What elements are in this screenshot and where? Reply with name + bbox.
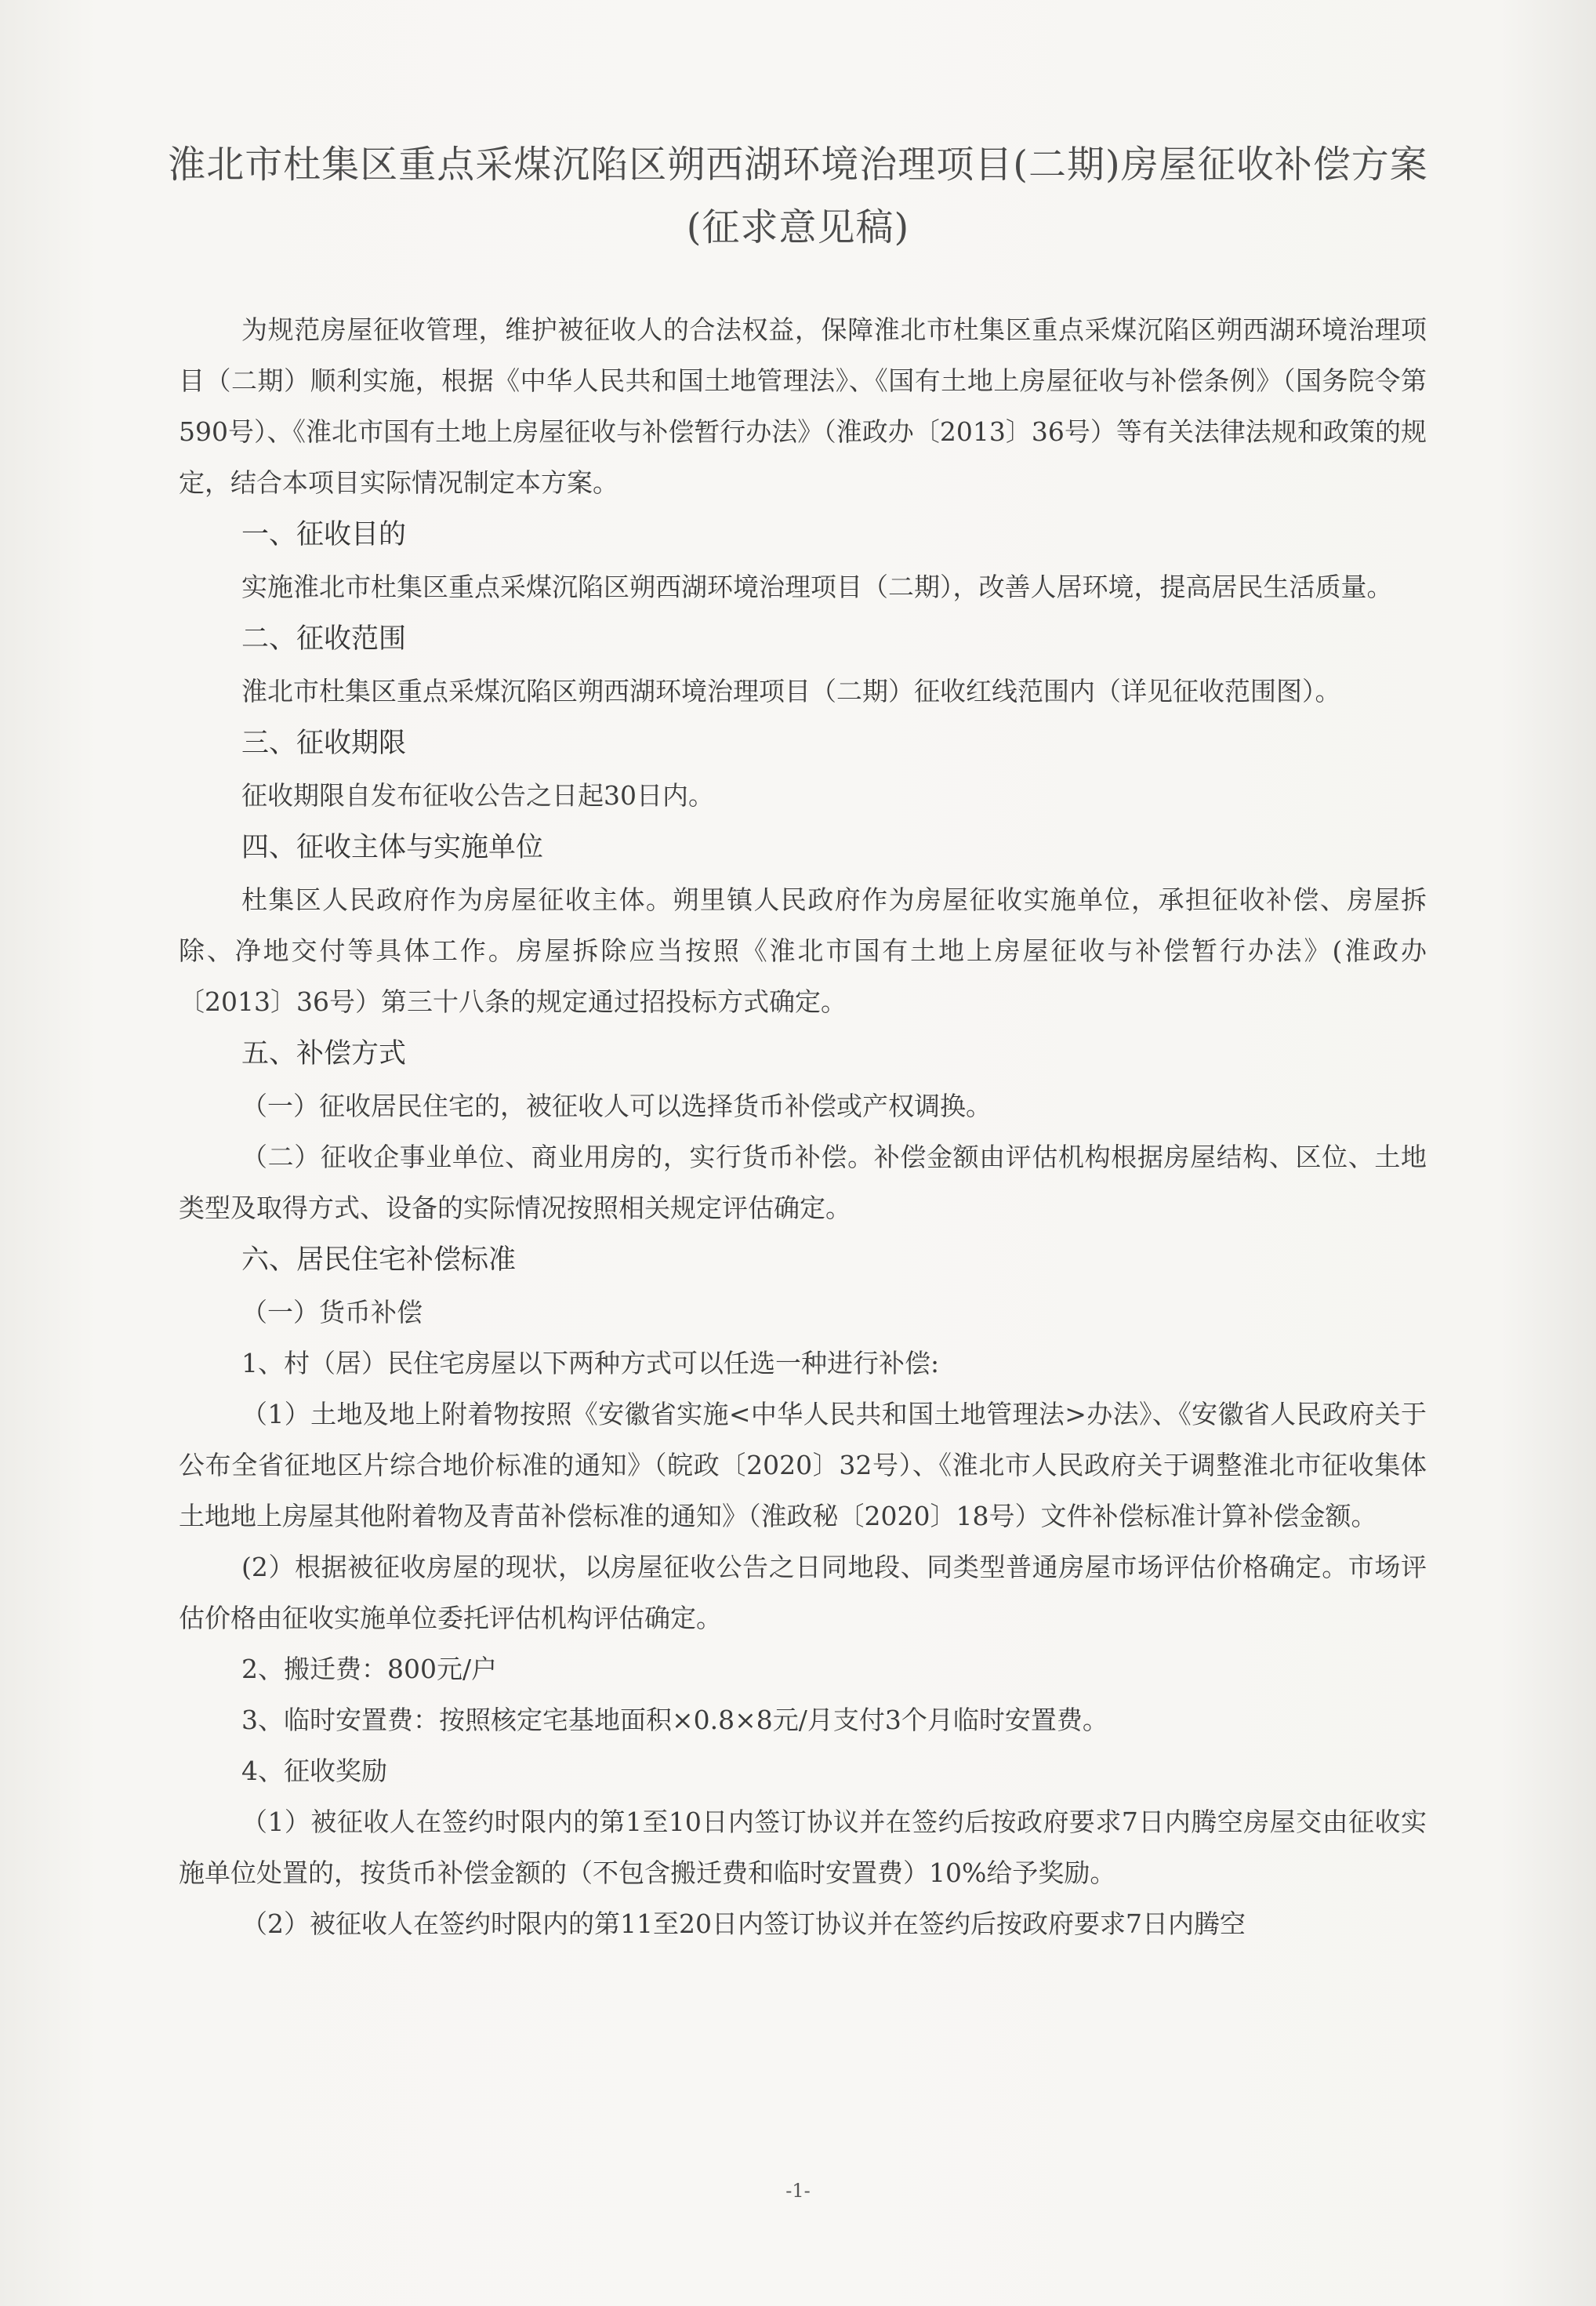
section-heading: 四、征收主体与实施单位 (241, 832, 544, 863)
section-heading: 三、征收期限 (241, 728, 407, 759)
list-item: （2）被征收人在签约时限内的第11至20日内签订协议并在签约后按政府要求7日内腾空 (241, 1908, 1246, 1939)
section-paragraph: 杜集区人民政府作为房屋征收主体。朔里镇人民政府作为房屋征收实施单位，承担征收补偿、房屋拆除、净地交付等具体工作。房屋拆除应当按照《淮北市国有土地上房屋征收与补偿暂行办法》(淮政办〔2013〕36号）第三十八条的规定通过招投标方式确定。 (179, 884, 1427, 1017)
list-item: （1）土地及地上附着物按照《安徽省实施<中华人民共和国土地管理法>办法》、《安徽省人民政府关于公布全省征地区片综合地价标准的通知》（皖政〔2020〕32号）、《淮北市人民政府关于调整淮北市征收集体土地地上房屋其他附着物及青苗补偿标准的通知》（淮政秘〔2020〕18号）文件补偿标准计算补偿金额。 (179, 1399, 1427, 1531)
section-heading: 六、居民住宅补偿标准 (241, 1244, 517, 1276)
section-paragraph: 淮北市杜集区重点采煤沉陷区朔西湖环境治理项目（二期）征收红线范围内（详见征收范围图）。 (241, 676, 1341, 706)
title-line-2: (征求意见稿) (686, 205, 910, 249)
intro-paragraph: 为规范房屋征收管理，维护被征收人的合法权益，保障淮北市杜集区重点采煤沉陷区朔西湖环境治理项目（二期）顺利实施，根据《中华人民共和国土地管理法》、《国有土地上房屋征收与补偿条例》（国务院令第590号）、《淮北市国有土地上房屋征收与补偿暂行办法》（淮政办〔2013〕36号）等有关法律法规和政策的规定，结合本项目实际情况制定本方案。 (179, 314, 1427, 498)
section-heading: 一、征收目的 (241, 519, 407, 550)
document-title (118, 133, 1478, 259)
page-number: -1- (785, 2180, 811, 2202)
list-item: 1、村（居）民住宅房屋以下两种方式可以任选一种进行补偿: (241, 1348, 940, 1378)
section-paragraph: （一）征收居民住宅的，被征收人可以选择货币补偿或产权调换。 (241, 1091, 992, 1121)
section-paragraph: （二）征收企事业单位、商业用房的，实行货币补偿。补偿金额由评估机构根据房屋结构、区位、土地类型及取得方式、设备的实际情况按照相关规定评估确定。 (179, 1142, 1427, 1223)
list-item: (2）根据被征收房屋的现状，以房屋征收公告之日同地段、同类型普通房屋市场评估价格确定。市场评估价格由征收实施单位委托评估机构评估确定。 (179, 1552, 1427, 1633)
list-item: （1）被征收人在签约时限内的第1至10日内签订协议并在签约后按政府要求7日内腾空房屋交由征收实施单位处置的，按货币补偿金额的（不包含搬迁费和临时安置费）10%给予奖励。 (179, 1807, 1427, 1888)
title-line-1: 淮北市杜集区重点采煤沉陷区朔西湖环境治理项目(二期)房屋征收补偿方案 (168, 143, 1428, 187)
section-heading: 五、补偿方式 (241, 1038, 407, 1069)
section-paragraph: 征收期限自发布征收公告之日起30日内。 (241, 780, 714, 811)
subsection-heading: （一）货币补偿 (241, 1297, 423, 1327)
document-body (179, 304, 1427, 1949)
list-item: 4、征收奖励 (241, 1756, 387, 1786)
list-item: 2、搬迁费：800元/户 (241, 1654, 498, 1684)
list-item: 3、临时安置费：按照核定宅基地面积×0.8×8元/月支付3个月临时安置费。 (241, 1705, 1108, 1735)
section-paragraph: 实施淮北市杜集区重点采煤沉陷区朔西湖环境治理项目（二期），改善人居环境，提高居民生活质量。 (241, 572, 1393, 602)
section-heading: 二、征收范围 (241, 623, 407, 655)
